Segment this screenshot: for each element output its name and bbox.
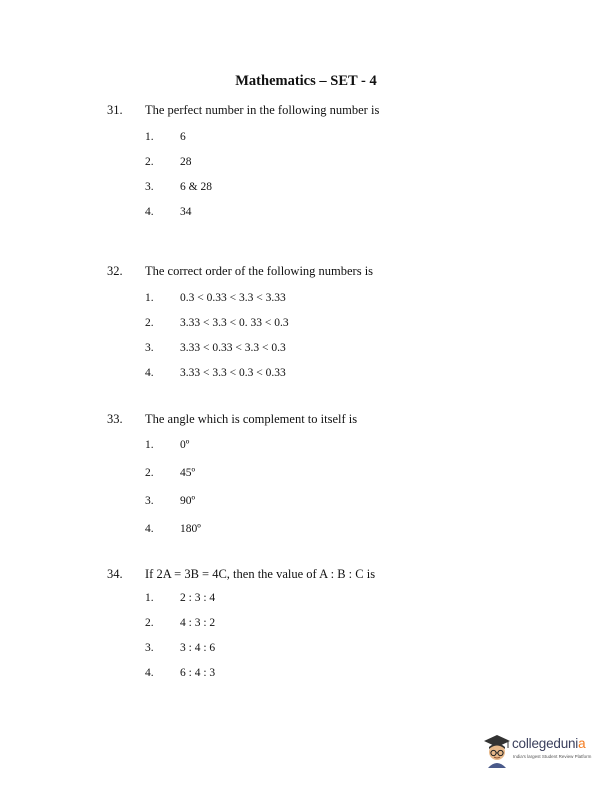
option-number: 2. xyxy=(145,156,154,168)
option xyxy=(0,592,612,608)
option-text: 6 : 4 : 3 xyxy=(180,667,216,679)
question-text: The angle which is complement to itself is xyxy=(145,412,358,426)
option-text: 3 : 4 : 6 xyxy=(180,642,216,654)
option-text: 3.33 < 3.3 < 0.3 < 0.33 xyxy=(180,367,286,379)
option xyxy=(0,642,612,658)
option-number: 4. xyxy=(145,367,154,379)
logo-wordmark-main: collegeduni xyxy=(512,736,579,751)
option-number: 3. xyxy=(145,342,154,354)
option xyxy=(0,181,612,197)
logo-tagline: India's largest Student Review Platform xyxy=(513,754,592,759)
question-number: 32. xyxy=(107,264,123,278)
option-number: 1. xyxy=(145,131,154,143)
page-title: Mathematics – SET - 4 xyxy=(235,73,377,89)
option-number: 1. xyxy=(145,439,154,451)
logo-wordmark xyxy=(512,736,585,751)
option-text: 4 : 3 : 2 xyxy=(180,617,216,629)
option-text: 34 xyxy=(180,206,192,218)
question-text: The correct order of the following numbers is xyxy=(145,264,374,278)
option-number: 4. xyxy=(145,667,154,679)
option-number: 4. xyxy=(145,523,154,535)
option xyxy=(0,367,612,383)
option-text: 90º xyxy=(180,495,196,507)
option xyxy=(0,667,612,683)
option xyxy=(0,523,612,539)
option xyxy=(0,439,612,455)
option-text: 6 & 28 xyxy=(180,181,212,193)
option-number: 3. xyxy=(145,181,154,193)
option xyxy=(0,467,612,483)
question-number: 34. xyxy=(107,567,123,581)
option-text: 3.33 < 3.3 < 0. 33 < 0.3 xyxy=(180,317,289,329)
option-text: 180º xyxy=(180,523,201,535)
option xyxy=(0,495,612,511)
question-number: 33. xyxy=(107,412,123,426)
option-text: 45º xyxy=(180,467,196,479)
option-text: 28 xyxy=(180,156,192,168)
option-number: 3. xyxy=(145,642,154,654)
option-text: 3.33 < 0.33 < 3.3 < 0.3 xyxy=(180,342,286,354)
option-number: 2. xyxy=(145,317,154,329)
option-number: 2. xyxy=(145,617,154,629)
option xyxy=(0,342,612,358)
option-text: 0º xyxy=(180,439,190,451)
option-number: 2. xyxy=(145,467,154,479)
option xyxy=(0,156,612,172)
question-number: 31. xyxy=(107,103,123,117)
collegedunia-logo xyxy=(482,734,600,774)
option xyxy=(0,617,612,633)
option-text: 2 : 3 : 4 xyxy=(180,592,216,604)
option-number: 4. xyxy=(145,206,154,218)
option-text: 0.3 < 0.33 < 3.3 < 3.33 xyxy=(180,292,286,304)
option-number: 3. xyxy=(145,495,154,507)
option-number: 1. xyxy=(145,292,154,304)
question-text: If 2A = 3B = 4C, then the value of A : B : C is xyxy=(145,567,376,581)
option xyxy=(0,292,612,308)
option xyxy=(0,317,612,333)
graduate-mascot-icon xyxy=(482,732,512,768)
logo-wordmark-accent: a xyxy=(578,736,586,751)
option-number: 1. xyxy=(145,592,154,604)
option xyxy=(0,131,612,147)
question-text: The perfect number in the following number is xyxy=(145,103,380,117)
option-text: 6 xyxy=(180,131,186,143)
option xyxy=(0,206,612,222)
